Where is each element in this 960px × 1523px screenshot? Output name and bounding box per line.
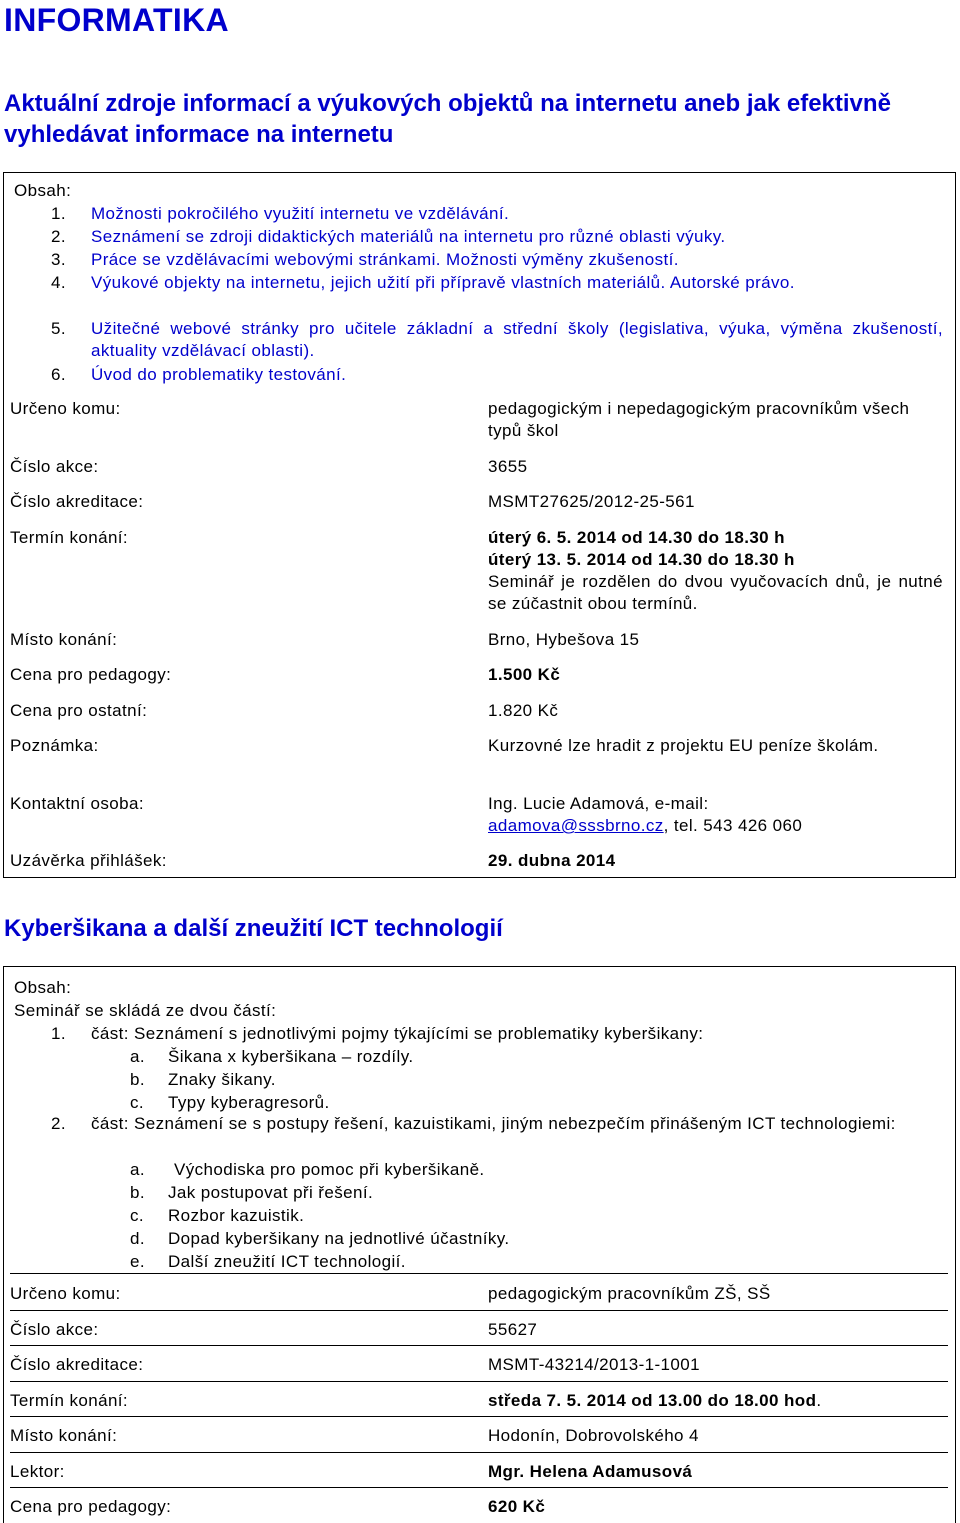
course2-termin-dot: .	[816, 1391, 822, 1410]
course1-poznamka-value: Kurzovné lze hradit z projektu EU peníze školám.	[488, 736, 879, 755]
course1-urceno-label: Určeno komu:	[10, 399, 121, 418]
course1-cislo-akce-value: 3655	[488, 457, 528, 476]
list-item-num: 5.	[51, 319, 66, 338]
sub-item-letter: b.	[130, 1070, 145, 1089]
divider	[10, 1273, 948, 1274]
contact-email-link[interactable]: adamova@sssbrno.cz	[488, 816, 664, 835]
sub-item-letter: a.	[130, 1160, 145, 1179]
course2-termin-label: Termín konání:	[10, 1391, 129, 1410]
divider	[10, 1416, 948, 1417]
course2-cena-ped-label: Cena pro pedagogy:	[10, 1497, 172, 1516]
list-item-text: Užitečné webové stránky pro učitele základní a střední školy (legislativa, výuka, výměna zkušeností, aktuality vzdělávací oblasti).	[91, 319, 943, 360]
course1-misto-label: Místo konání:	[10, 630, 118, 649]
course2-misto-label: Místo konání:	[10, 1426, 118, 1445]
list-item-num: 3.	[51, 250, 66, 269]
course1-cena-ost-label: Cena pro ostatní:	[10, 701, 148, 720]
course1-poznamka-label: Poznámka:	[10, 736, 99, 755]
course1-kontakt-label: Kontaktní osoba:	[10, 794, 144, 813]
course2-akreditace-label: Číslo akreditace:	[10, 1355, 144, 1374]
course1-termin-line1: úterý 6. 5. 2014 od 14.30 do 18.30 h	[488, 528, 785, 547]
course2-urceno-label: Určeno komu:	[10, 1284, 121, 1303]
course1-cena-ped-label: Cena pro pedagogy:	[10, 665, 172, 684]
course1-akreditace-value: MSMT27625/2012-25-561	[488, 492, 695, 511]
sub-item-text: Šikana x kyberšikana – rozdíly.	[168, 1047, 414, 1066]
course2-cena-ped-value: 620 Kč	[488, 1497, 546, 1516]
page-title: INFORMATIKA	[4, 2, 229, 38]
sub-item-text: Další zneužití ICT technologií.	[168, 1252, 406, 1271]
course2-misto-value: Hodonín, Dobrovolského 4	[488, 1426, 699, 1445]
sub-item-text: Východiska pro pomoc při kyberšikaně.	[174, 1160, 485, 1179]
course2-obsah-label: Obsah:	[14, 978, 72, 997]
sub-item-text: Rozbor kazuistik.	[168, 1206, 305, 1225]
sub-item-letter: d.	[130, 1229, 145, 1248]
course2-title: Kyberšikana a další zneužití ICT technologií	[4, 915, 503, 942]
course2-lektor-value: Mgr. Helena Adamusová	[488, 1462, 693, 1481]
course1-uzaverka-value: 29. dubna 2014	[488, 851, 616, 870]
divider	[10, 1381, 948, 1382]
list-item-num: 6.	[51, 365, 66, 384]
list-item-num: 1.	[51, 204, 66, 223]
contact-phone: , tel. 543 426 060	[663, 816, 803, 835]
list-item-text: Úvod do problematiky testování.	[91, 365, 347, 384]
sub-item-letter: b.	[130, 1183, 145, 1202]
course1-title: Aktuální zdroje informací a výukových objektů na internetu aneb jak efektivně vyhledávat informace na internetu	[4, 90, 891, 148]
list-item-text: Možnosti pokročilého využití internetu ve vzdělávání.	[91, 204, 510, 223]
course2-termin	[488, 1390, 821, 1412]
divider	[10, 1345, 948, 1346]
course1-cislo-akce-label: Číslo akce:	[10, 457, 99, 476]
list-item-text: Práce se vzdělávacími webovými stránkami. Možnosti výměny zkušeností.	[91, 250, 679, 269]
divider	[10, 1310, 948, 1311]
course1-kontakt-line1: Ing. Lucie Adamová, e-mail:	[488, 794, 709, 813]
course2-termin-value: středa 7. 5. 2014 od 13.00 do 18.00 hod	[488, 1391, 817, 1410]
sub-item-letter: c.	[130, 1206, 145, 1225]
divider	[10, 1452, 948, 1453]
course1-urceno-value: pedagogickým i nepedagogickým pracovníkům všech typů škol	[488, 399, 910, 440]
course2-urceno-value: pedagogickým pracovníkům ZŠ, SŠ	[488, 1284, 771, 1303]
course2-cislo-akce-label: Číslo akce:	[10, 1320, 99, 1339]
course1-uzaverka-label: Uzávěrka přihlášek:	[10, 851, 167, 870]
course1-obsah-label: Obsah:	[14, 181, 72, 200]
course2-intro: Seminář se skládá ze dvou částí:	[14, 1001, 277, 1020]
sub-item-text: Dopad kyberšikany na jednotlivé účastníky.	[168, 1229, 510, 1248]
part2-text: část: Seznámení se s postupy řešení, kazuistikami, jiným nebezpečím přinášeným ICT technologiemi:	[91, 1114, 896, 1133]
course1-termin-line2: úterý 13. 5. 2014 od 14.30 do 18.30 h	[488, 550, 795, 569]
list-item-num: 4.	[51, 273, 66, 292]
sub-item-text: Typy kyberagresorů.	[168, 1093, 330, 1112]
course1-termin-note: Seminář je rozdělen do dvou vyučovacích dnů, je nutné se zúčastnit obou termínů.	[488, 572, 943, 613]
list-item-num: 2.	[51, 227, 66, 246]
course1-cena-ped-value: 1.500 Kč	[488, 665, 561, 684]
list-item-text: Seznámení se zdroji didaktických materiálů na internetu pro různé oblasti výuky.	[91, 227, 726, 246]
course2-lektor-label: Lektor:	[10, 1462, 65, 1481]
sub-item-letter: a.	[130, 1047, 145, 1066]
sub-item-letter: e.	[130, 1252, 145, 1271]
course1-kontakt-line2	[488, 815, 802, 837]
course2-cislo-akce-value: 55627	[488, 1320, 538, 1339]
course1-misto-value: Brno, Hybešova 15	[488, 630, 640, 649]
course1-termin-label: Termín konání:	[10, 528, 129, 547]
course1-akreditace-label: Číslo akreditace:	[10, 492, 144, 511]
sub-item-letter: c.	[130, 1093, 145, 1112]
divider	[10, 1487, 948, 1488]
part1-num: 1.	[51, 1024, 66, 1043]
part1-text: část: Seznámení s jednotlivými pojmy týkajícími se problematiky kyberšikany:	[91, 1024, 704, 1043]
list-item-text: Výukové objekty na internetu, jejich užití při přípravě vlastních materiálů. Autorské právo.	[91, 273, 795, 292]
course2-akreditace-value: MSMT-43214/2013-1-1001	[488, 1355, 700, 1374]
sub-item-text: Znaky šikany.	[168, 1070, 276, 1089]
sub-item-text: Jak postupovat při řešení.	[168, 1183, 374, 1202]
part2-num: 2.	[51, 1114, 66, 1133]
course1-cena-ost-value: 1.820 Kč	[488, 701, 559, 720]
